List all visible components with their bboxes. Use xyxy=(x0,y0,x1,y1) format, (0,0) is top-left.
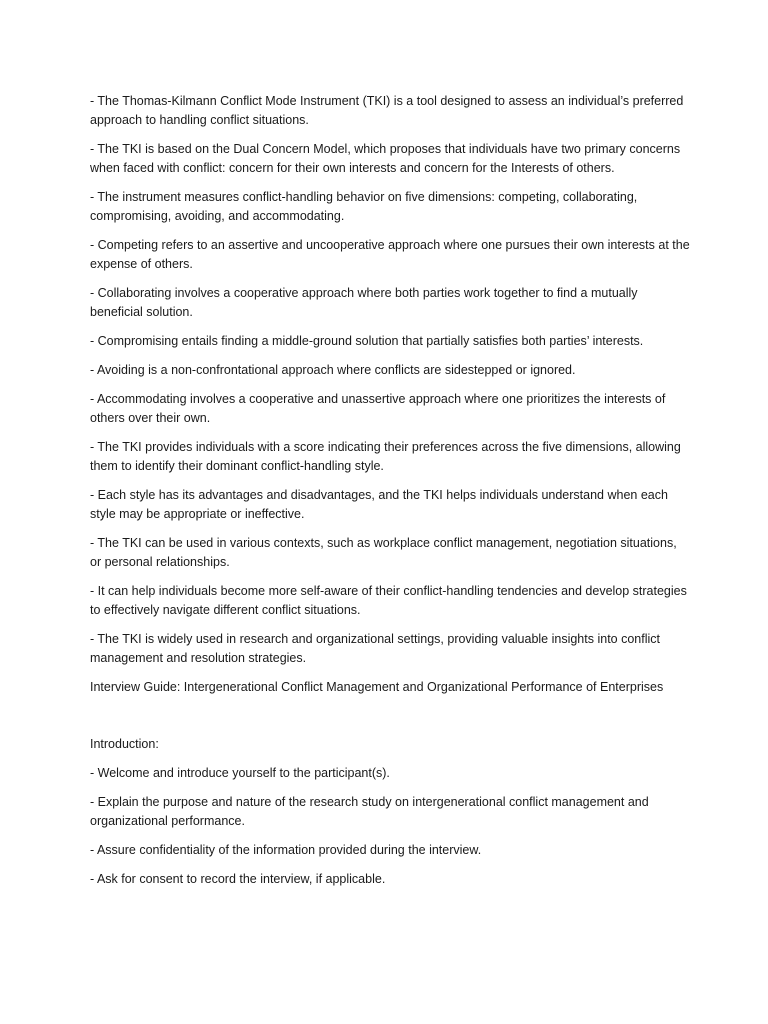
introduction-heading: Introduction: xyxy=(90,737,159,751)
tki-point: - Each style has its advantages and disadvantages, and the TKI helps individuals understand when each style may be appropriate or ineffective. xyxy=(90,488,668,521)
interview-guide-title: Interview Guide: Intergenerational Conflict Management and Organizational Performance of Enterprises xyxy=(90,680,664,694)
tki-point: - Avoiding is a non-confrontational approach where conflicts are sidestepped or ignored. xyxy=(90,363,576,377)
document-body xyxy=(90,92,690,899)
blank-line xyxy=(90,707,690,735)
tki-point: - The TKI is widely used in research and organizational settings, providing valuable insights into conflict management and resolution strategies. xyxy=(90,632,660,665)
tki-point: - The instrument measures conflict-handling behavior on five dimensions: competing, collaborating, compromising, avoiding, and accommodating. xyxy=(90,190,638,223)
tki-point: - It can help individuals become more self-aware of their conflict-handling tendencies and develop strategies to effectively navigate different conflict situations. xyxy=(90,584,687,617)
intro-point: - Welcome and introduce yourself to the participant(s). xyxy=(90,766,390,780)
tki-point: - The Thomas-Kilmann Conflict Mode Instrument (TKI) is a tool designed to assess an individual’s preferred approach to handling conflict situations. xyxy=(90,94,684,127)
tki-point: - The TKI can be used in various contexts, such as workplace conflict management, negotiation situations, or personal relationships. xyxy=(90,536,677,569)
tki-point: - Compromising entails finding a middle-ground solution that partially satisfies both parties’ interests. xyxy=(90,334,644,348)
tki-point: - The TKI provides individuals with a score indicating their preferences across the five dimensions, allowing them to identify their dominant conflict-handling style. xyxy=(90,440,681,473)
intro-point: - Assure confidentiality of the information provided during the interview. xyxy=(90,843,482,857)
intro-point: - Explain the purpose and nature of the research study on intergenerational conflict management and organizational performance. xyxy=(90,795,649,828)
tki-point: - Accommodating involves a cooperative and unassertive approach where one prioritizes the interests of others over their own. xyxy=(90,392,666,425)
tki-point: - Collaborating involves a cooperative approach where both parties work together to find a mutually beneficial solution. xyxy=(90,286,638,319)
tki-point: - Competing refers to an assertive and uncooperative approach where one pursues their own interests at the expense of others. xyxy=(90,238,690,271)
intro-point: - Ask for consent to record the interview, if applicable. xyxy=(90,872,386,886)
tki-point: - The TKI is based on the Dual Concern Model, which proposes that individuals have two primary concerns when faced with conflict: concern for their own interests and concern for the Interests of others. xyxy=(90,142,681,175)
